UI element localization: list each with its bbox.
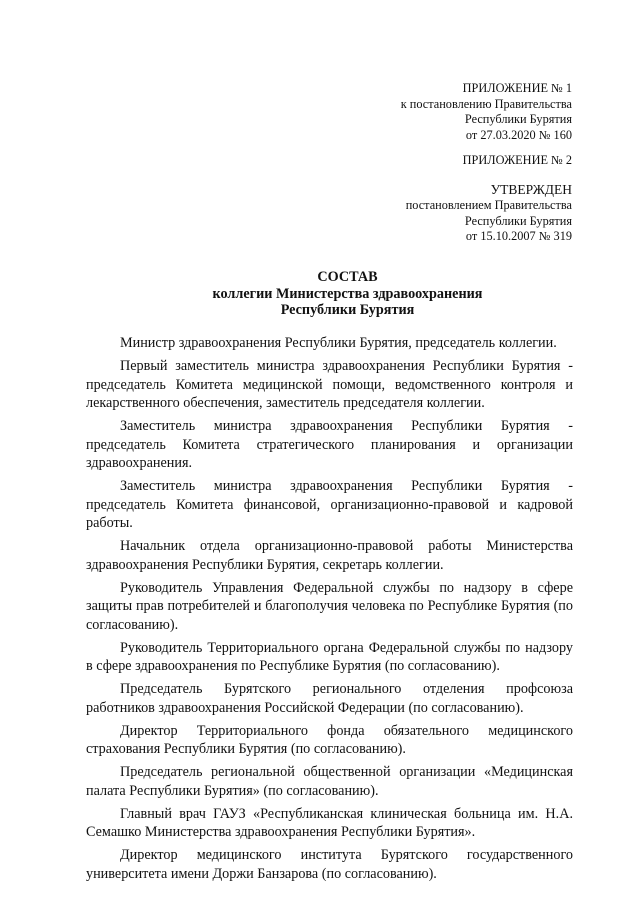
appendix-1-title: ПРИЛОЖЕНИЕ № 1 <box>462 81 572 95</box>
appendix-2-title: ПРИЛОЖЕНИЕ № 2 <box>462 153 572 167</box>
appendix-1-line-3: от 27.03.2020 № 160 <box>465 127 572 142</box>
member-paragraph: Первый заместитель министра здравоохранения Республики Бурятия - председатель Комитета медицинской помощи, ведомственного контроля и лекарственного обеспечения, заместитель председателя коллегии. <box>86 358 573 411</box>
member-paragraph: Заместитель министра здравоохранения Республики Бурятия - председатель Комитета стратегического планирования и организации здравоохранения. <box>86 418 573 471</box>
member-paragraph: Главный врач ГАУЗ «Республиканская клиническая больница им. Н.А. Семашко Министерства здравоохранения Республики Бурятия». <box>86 805 573 840</box>
appendix-1-line-2: Республики Бурятия <box>464 112 572 126</box>
member-paragraph: Директор Территориального фонда обязательного медицинского страхования Республики Бурятия (по согласованию). <box>86 722 573 757</box>
document-heading <box>0 269 640 319</box>
approved-line-3: от 15.10.2007 № 319 <box>465 229 572 243</box>
appendix-2-block <box>463 153 572 169</box>
member-paragraph: Министр здравоохранения Республики Бурятия, председатель коллегии. <box>120 335 557 351</box>
member-paragraph: Председатель Бурятского регионального отделения профсоюза работников здравоохранения Российской Федерации (по согласованию). <box>86 681 573 716</box>
approved-block <box>406 182 572 245</box>
heading-line-2: Республики Бурятия <box>280 302 415 318</box>
appendix-1-block <box>401 81 572 143</box>
heading-line-1: коллегии Министерства здравоохранения <box>212 285 483 302</box>
approved-word: УТВЕРЖДЕН <box>490 182 572 197</box>
heading-title: СОСТАВ <box>317 269 378 285</box>
approved-line-1: постановлением Правительства <box>405 198 572 212</box>
member-paragraph: Директор медицинского института Бурятского государственного университета имени Доржи Банзарова (по согласованию). <box>86 847 573 882</box>
member-paragraph: Руководитель Управления Федеральной службы по надзору в сфере защиты прав потребителей и благополучия человека по Республике Бурятия (по согласованию). <box>86 579 573 633</box>
members-list <box>86 334 573 888</box>
member-paragraph: Заместитель министра здравоохранения Республики Бурятия - председатель Комитета финансовой, организационно-правовой и кадровой работы. <box>86 478 573 531</box>
member-paragraph: Руководитель Территориального органа Федеральной службы по надзору в сфере здравоохранения по Республике Бурятия (по согласованию). <box>86 639 573 674</box>
member-paragraph: Председатель региональной общественной организации «Медицинская палата Республики Бурятия» (по согласованию). <box>86 764 573 799</box>
member-paragraph: Начальник отдела организационно-правовой работы Министерства здравоохранения Республики Бурятия, секретарь коллегии. <box>86 538 573 573</box>
appendix-1-line-1: к постановлению Правительства <box>400 96 572 111</box>
approved-line-2: Республики Бурятия <box>464 213 572 228</box>
